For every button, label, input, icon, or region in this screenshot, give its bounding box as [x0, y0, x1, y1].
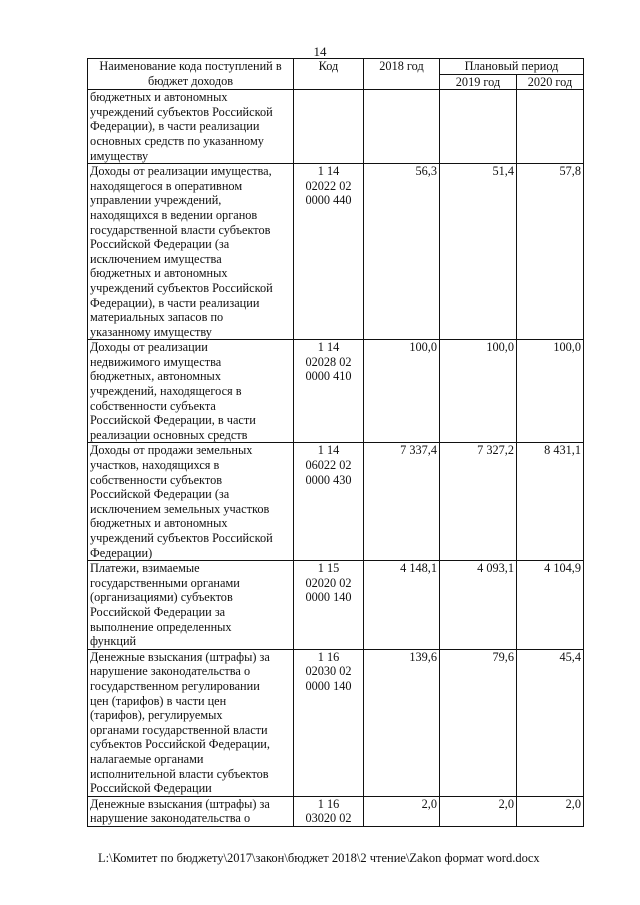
row-2018	[364, 90, 440, 164]
row-2020: 8 431,1	[517, 443, 584, 561]
row-code	[294, 90, 364, 164]
row-2019	[440, 90, 517, 164]
row-code: 1 14 06022 02 0000 430	[294, 443, 364, 561]
page-number: 14	[313, 44, 327, 59]
row-2020	[517, 90, 584, 164]
row-2018: 56,3	[364, 164, 440, 340]
row-code: 1 16 03020 02	[294, 796, 364, 826]
row-2019: 4 093,1	[440, 561, 517, 650]
row-code: 1 14 02028 02 0000 410	[294, 340, 364, 443]
row-2020: 4 104,9	[517, 561, 584, 650]
row-code: 1 16 02030 02 0000 140	[294, 649, 364, 796]
table-row	[88, 164, 584, 340]
table-row	[88, 561, 584, 650]
row-2019: 100,0	[440, 340, 517, 443]
row-name: бюджетных и автономных учреждений субъектов Российской Федерации), в части реализации основных средств по указанному имуществу	[88, 90, 294, 164]
row-2018: 4 148,1	[364, 561, 440, 650]
table-row	[88, 649, 584, 796]
row-name: Доходы от реализации имущества, находящегося в оперативном управлении учреждений, находящихся в ведении органов государственной власти субъектов Российской Федерации (за исключением имущества бюджетных и автономных учреждений субъектов Российской Федерации), в части реализации материальных запасов по указанному имуществу	[88, 164, 294, 340]
row-2019: 7 327,2	[440, 443, 517, 561]
row-2020: 45,4	[517, 649, 584, 796]
row-2019: 79,6	[440, 649, 517, 796]
row-2019: 51,4	[440, 164, 517, 340]
header-row	[88, 59, 584, 75]
header-code: Код	[294, 59, 364, 90]
header-2018: 2018 год	[364, 59, 440, 90]
row-2020: 57,8	[517, 164, 584, 340]
row-name: Денежные взыскания (штрафы) за нарушение законодательства о государственном регулировании цен (тарифов) в части цен (тарифов), регулируемых органами государственной власти субъектов Российской Федерации, налагаемые органами исполнительной власти субъектов Российской Федерации	[88, 649, 294, 796]
table-row	[88, 340, 584, 443]
header-2019: 2019 год	[440, 74, 517, 90]
row-2018: 2,0	[364, 796, 440, 826]
footer-file-path: L:\Комитет по бюджету\2017\закон\бюджет 2018\2 чтение\Zakon формат word.docx	[98, 851, 540, 865]
row-name: Денежные взыскания (штрафы) за нарушение законодательства о	[88, 796, 294, 826]
row-name: Доходы от реализации недвижимого имущества бюджетных, автономных учреждений, находящегося в собственности субъекта Российской Федерации, в части реализации основных средств	[88, 340, 294, 443]
row-2018: 139,6	[364, 649, 440, 796]
table-row	[88, 796, 584, 826]
table-row	[88, 443, 584, 561]
row-2020: 2,0	[517, 796, 584, 826]
row-2018: 100,0	[364, 340, 440, 443]
header-name: Наименование кода поступлений в бюджет доходов	[88, 59, 294, 90]
revenue-table	[87, 58, 584, 827]
row-2018: 7 337,4	[364, 443, 440, 561]
row-code: 1 14 02022 02 0000 440	[294, 164, 364, 340]
row-2019: 2,0	[440, 796, 517, 826]
header-planned-period: Плановый период	[440, 59, 584, 75]
row-2020: 100,0	[517, 340, 584, 443]
header-2020: 2020 год	[517, 74, 584, 90]
row-code: 1 15 02020 02 0000 140	[294, 561, 364, 650]
table-row	[88, 90, 584, 164]
row-name: Платежи, взимаемые государственными органами (организациями) субъектов Российской Федерации за выполнение определенных функций	[88, 561, 294, 650]
row-name: Доходы от продажи земельных участков, находящихся в собственности субъектов Российской Федерации (за исключением земельных участков бюджетных и автономных учреждений субъектов Российской Федерации)	[88, 443, 294, 561]
